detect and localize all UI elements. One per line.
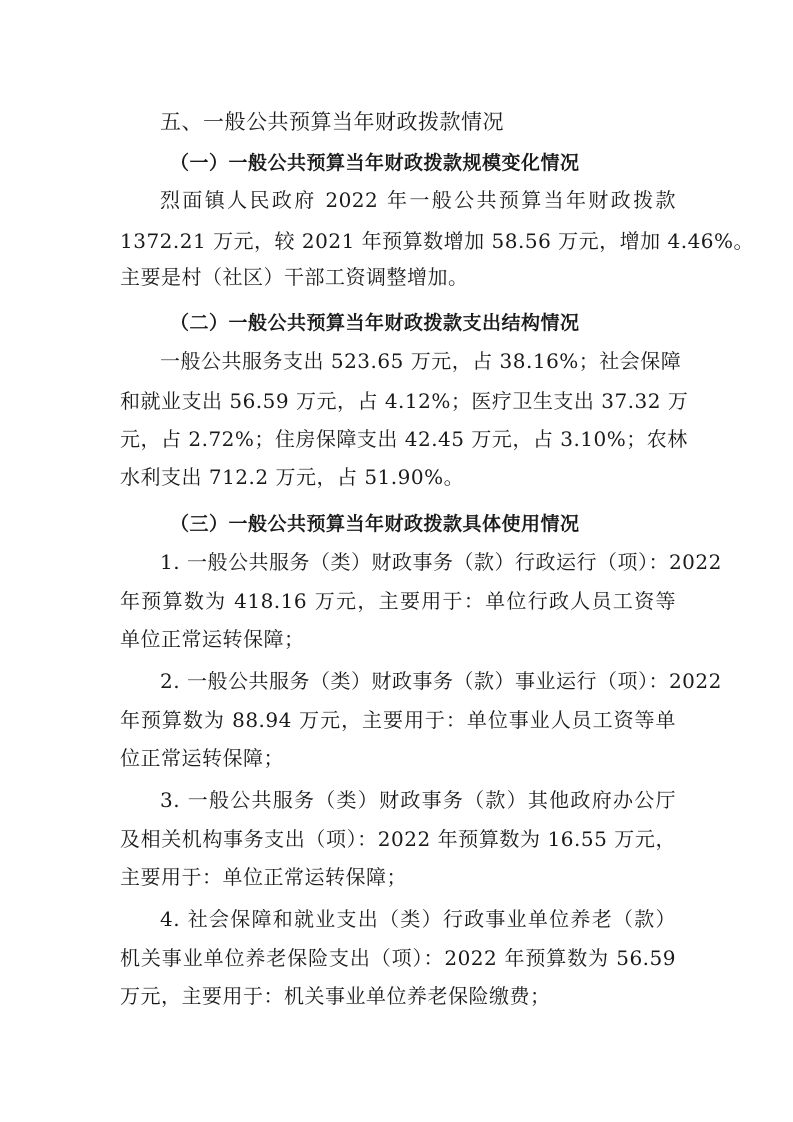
paragraph-line: 一般公共服务支出 523.65 万元，占 38.16%；社会保障 [160, 349, 682, 373]
list-item-line: 主要用于：单位正常运转保障； [120, 865, 407, 889]
paragraph-line: 元，占 2.72%；住房保障支出 42.45 万元，占 3.10%；农林 [120, 427, 688, 451]
paragraph-line: 1372.21 万元，较 2021 年预算数增加 58.56 万元，增加 4.46%。 [120, 229, 755, 253]
list-item-line: 年预算数为 88.94 万元，主要用于：单位事业人员工资等单 [120, 708, 676, 732]
paragraph-line: 和就业支出 56.59 万元，占 4.12%；医疗卫生支出 37.32 万 [120, 389, 689, 413]
list-item-line: 万元，主要用于：机关事业单位养老保险缴费； [120, 984, 551, 1008]
paragraph-line: 主要是村（社区）干部工资调整增加。 [120, 265, 469, 289]
paragraph-line: 水利支出 712.2 万元，占 51.90%。 [120, 465, 465, 489]
subsection-heading-1: （一）一般公共预算当年财政拨款规模变化情况 [170, 152, 580, 174]
list-item-line: 年预算数为 418.16 万元，主要用于：单位行政人员工资等 [120, 589, 676, 613]
list-item-line: 4. 社会保障和就业支出（类）行政事业单位养老（款） [160, 907, 676, 931]
list-item-line: 单位正常运转保障； [120, 627, 305, 651]
list-item-line: 位正常运转保障； [120, 746, 284, 770]
subsection-heading-3: （三）一般公共预算当年财政拨款具体使用情况 [170, 513, 580, 535]
subsection-heading-2: （二）一般公共预算当年财政拨款支出结构情况 [170, 312, 580, 334]
list-item-line: 机关事业单位养老保险支出（项）：2022 年预算数为 56.59 [120, 946, 676, 970]
section-title: 五、一般公共预算当年财政拨款情况 [160, 110, 504, 134]
list-item-line: 及相关机构事务支出（项）：2022 年预算数为 16.55 万元， [120, 827, 676, 851]
list-item-line: 2. 一般公共服务（类）财政事务（款）事业运行（项）：2022 [160, 669, 722, 693]
paragraph-line: 烈面镇人民政府 2022 年一般公共预算当年财政拨款 [160, 188, 676, 212]
list-item-line: 3. 一般公共服务（类）财政事务（款）其他政府办公厅 [160, 788, 676, 812]
list-item-line: 1. 一般公共服务（类）财政事务（款）行政运行（项）：2022 [160, 550, 722, 574]
